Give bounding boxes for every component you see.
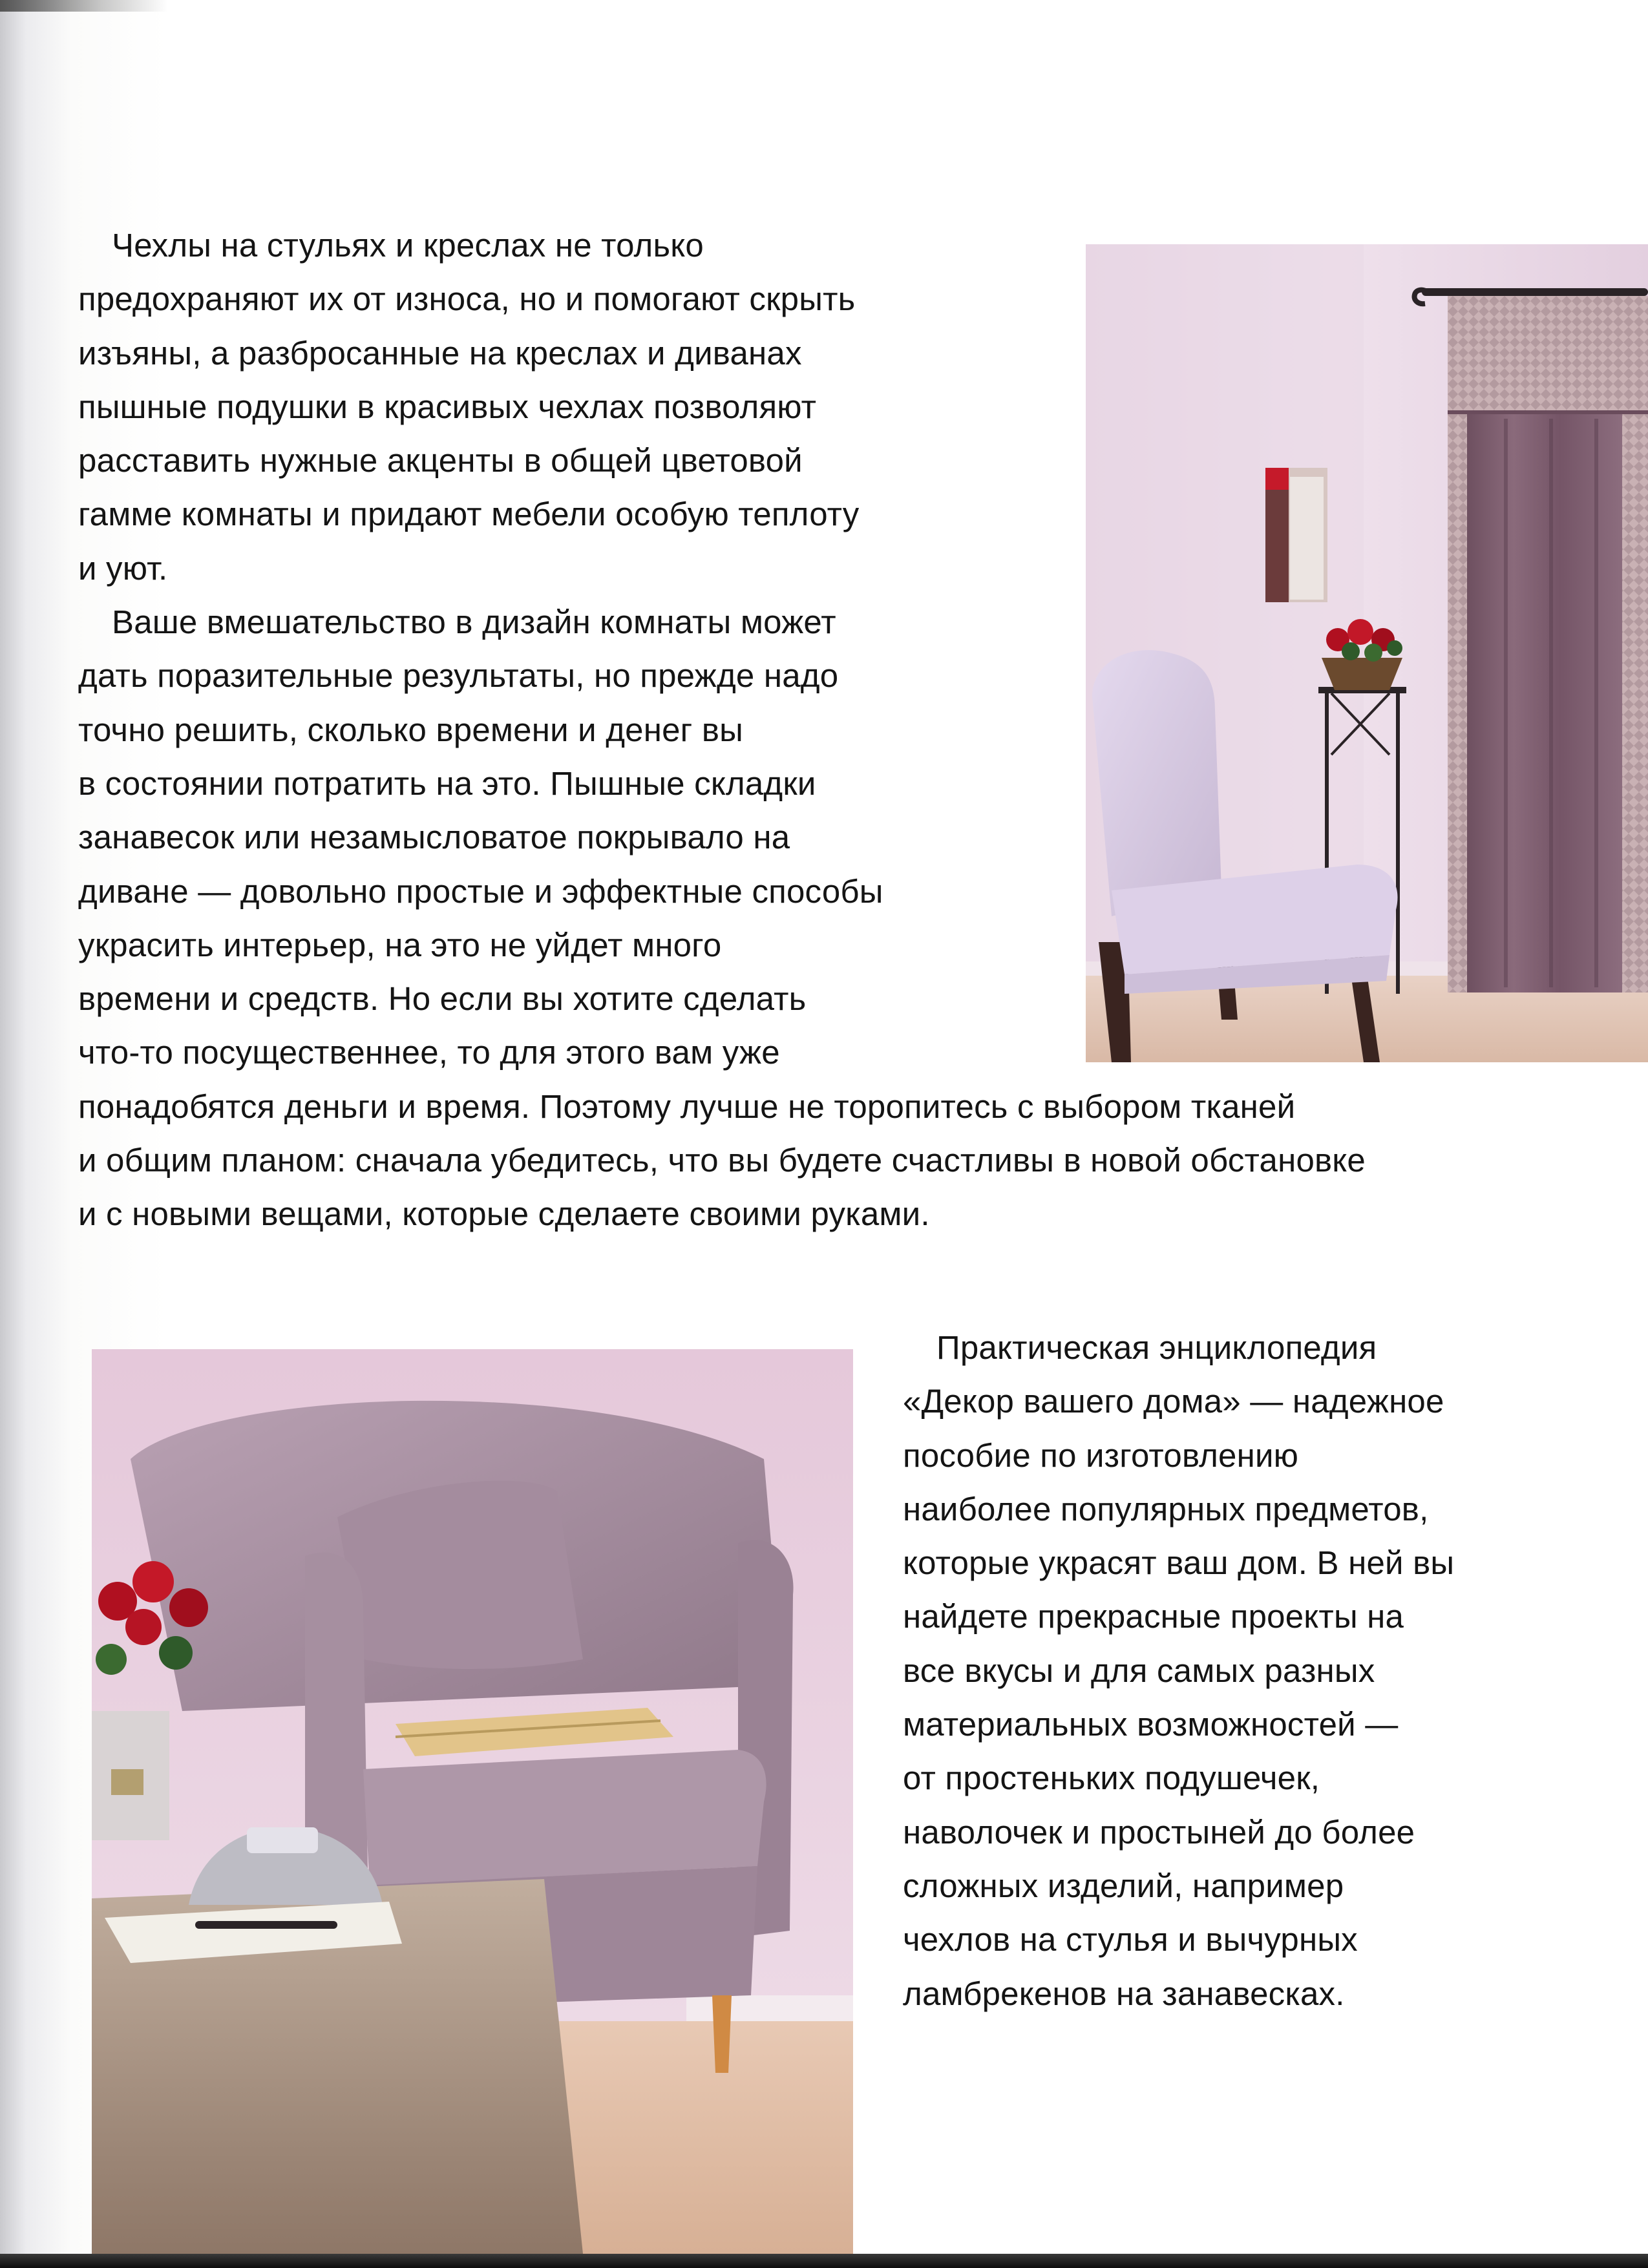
text-line: которые украсят ваш дом. В ней вы (903, 1544, 1455, 1582)
text-line: точно решить, сколько времени и денег вы (78, 711, 743, 748)
photo-chair-and-curtain (1086, 244, 1648, 1062)
page-bottom-edge (0, 2254, 1648, 2268)
text-line: «Декор вашего дома» — надежное (903, 1383, 1444, 1420)
text-line: и уют. (78, 549, 168, 587)
chair-curtain-illustration (1086, 244, 1648, 1062)
text-line: диване — довольно простые и эффектные способы (78, 872, 883, 910)
text-line: Ваше вмешательство в дизайн комнаты может (112, 604, 836, 641)
text-line: найдете прекрасные проекты на (903, 1598, 1404, 1635)
text-line: наволочек и простыней до более (903, 1813, 1415, 1851)
text-line: и общим планом: сначала убедитесь, что вы будете счастливы в новой обстановке (78, 1142, 1366, 1179)
text-line: Чехлы на стульях и креслах не только (112, 227, 704, 264)
encyclopedia-text (903, 1321, 1454, 2021)
text-line: от простеньких подушечек, (903, 1759, 1320, 1797)
page-top-shadow (0, 0, 168, 12)
text-line: материальных возможностей — (903, 1706, 1399, 1743)
text-line: чехлов на стулья и вычурных (903, 1921, 1358, 1958)
text-line: расставить нужные акценты в общей цветовой (78, 442, 803, 479)
text-line: и с новыми вещами, которые сделаете своими руками. (78, 1195, 930, 1233)
text-line: предохраняют их от износа, но и помогают скрыть (78, 280, 856, 318)
text-line: наиболее популярных предметов, (903, 1490, 1429, 1528)
text-line: занавесок или незамысловатое покрывало на (78, 819, 790, 856)
text-line: сложных изделий, например (903, 1867, 1344, 1904)
text-line: понадобятся деньги и время. Поэтому лучше не торопитесь с выбором тканей (78, 1087, 1296, 1125)
text-line: дать поразительные результаты, но прежде надо (78, 657, 839, 695)
text-line: все вкусы и для самых разных (903, 1652, 1375, 1689)
text-line: гамме комнаты и придают мебели особую теплоту (78, 496, 860, 533)
text-line: пышные подушки в красивых чехлах позволяют (78, 388, 817, 425)
text-line: Практическая энциклопедия (936, 1329, 1377, 1366)
photo-armchair (92, 1349, 853, 2254)
text-line: в состоянии потратить на это. Пышные складки (78, 764, 816, 802)
text-line: пособие по изготовлению (903, 1436, 1299, 1474)
text-line: времени и средств. Но если вы хотите сделать (78, 980, 807, 1018)
text-line: изъяны, а разбросанные на креслах и диванах (78, 334, 802, 372)
text-line: ламбрекенов на занавесках. (903, 1975, 1345, 2012)
armchair-illustration (92, 1349, 853, 2254)
text-line: украсить интерьер, на это не уйдет много (78, 926, 722, 963)
text-line: что-то посущественнее, то для этого вам уже (78, 1034, 780, 1071)
